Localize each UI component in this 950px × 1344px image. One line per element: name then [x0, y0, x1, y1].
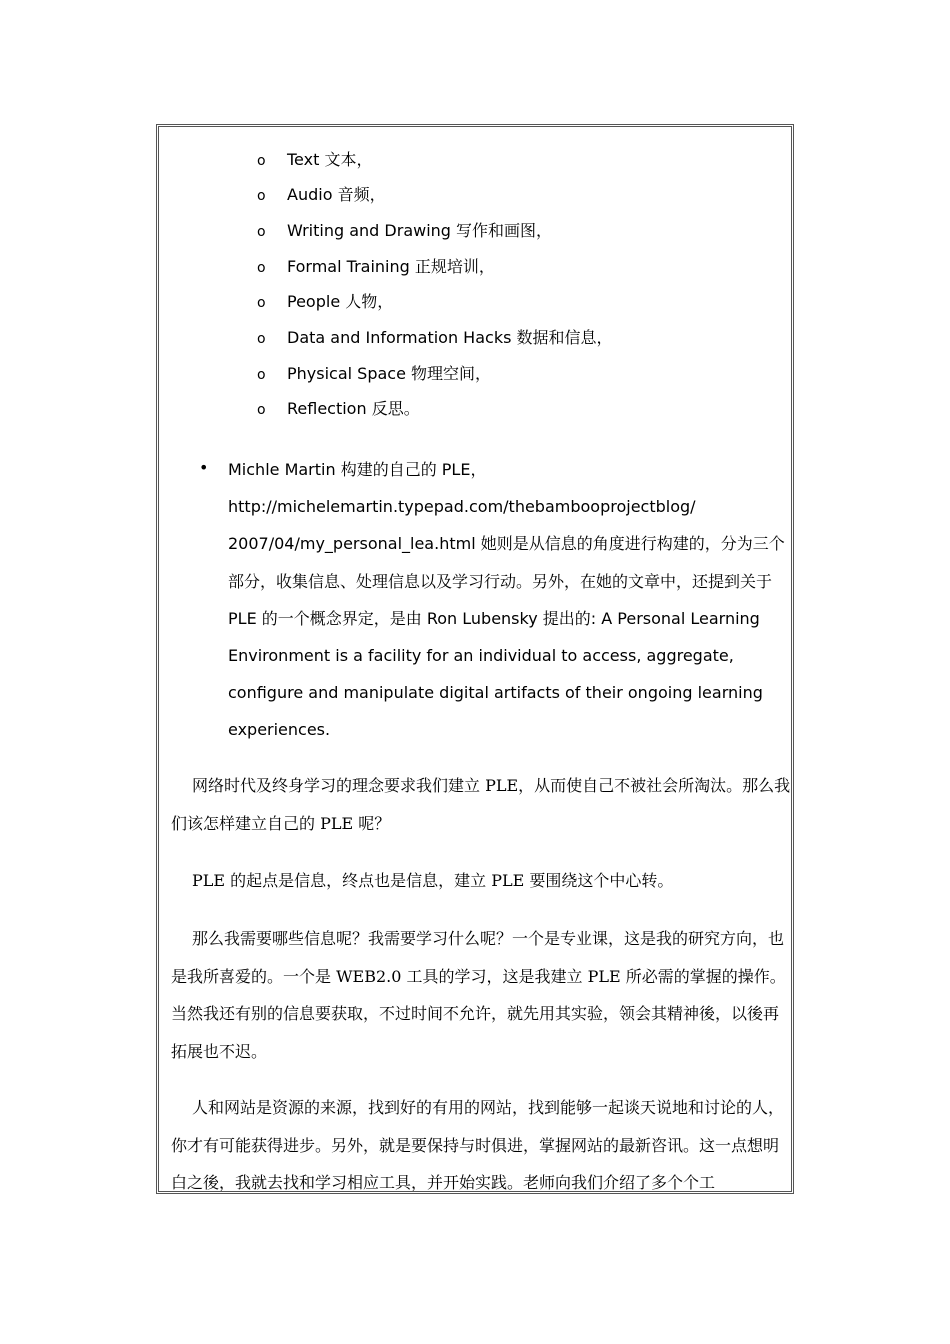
sub-bullet-marker: o	[257, 367, 266, 383]
list-item	[257, 328, 613, 349]
sub-bullet-marker: o	[257, 188, 266, 204]
body-paragraph: PLE 的起点是信息，终点也是信息，建立 PLE 要围绕这个中心转。	[192, 871, 674, 890]
sub-bullet-marker: o	[257, 224, 266, 240]
list-item	[257, 364, 491, 385]
sub-bullet-marker: o	[257, 295, 266, 311]
body-paragraph: 那么我需要哪些信息呢？我需要学习什么呢？一个是专业课，这是我的研究方向，也是我所喜爱的。一个是 WEB2.0 工具的学习，这是我建立 PLE 所必需的掌握的操作。当然我还有别的信息要获取，不过时间不允许，就先用其实验，领会其精神後，以後再拓展也不迟。	[171, 929, 786, 1061]
body-paragraph: 网络时代及终身学习的理念要求我们建立 PLE，从而使自己不被社会所淘汰。那么我们该怎样建立自己的 PLE 呢？	[171, 776, 791, 833]
list-item	[257, 185, 386, 206]
bullet-paragraph: Michle Martin 构建的自己的 PLE，http://michelemartin.typepad.com/thebambooprojectblog/ 2007/04/my_personal_lea.html 她则是从信息的角度进行构建的，分为三个部分，收集信息、处理信息以及学习行动。另外，在她的文章中，还提到关于 PLE 的一个概念界定，是由 Ron Lubensky 提出的: A Personal Learning Environment is a facility for an individual to access, aggregate, configure and manipulate digital artifacts of their ongoing learning experiences.	[228, 460, 785, 740]
list-item-label: Formal Training 正规培训，	[287, 257, 495, 276]
bullet-marker: •	[199, 458, 209, 477]
sub-bullet-marker: o	[257, 153, 266, 169]
list-item	[257, 399, 420, 420]
body-paragraph: 人和网站是资源的来源，找到好的有用的网站，找到能够一起谈天说地和讨论的人，你才有可能获得进步。另外，就是要保持与时俱进，掌握网站的最新咨讯。这一点想明白之後，我就去找和学习相应工具，并开始实践。老师向我们介绍了多个个工	[171, 1098, 785, 1192]
content-box	[156, 124, 794, 1194]
list-item	[257, 150, 372, 171]
list-item-label: Audio 音频，	[287, 185, 386, 204]
sub-bullet-marker: o	[257, 260, 266, 276]
sub-bullet-marker: o	[257, 331, 266, 347]
list-item-label: Data and Information Hacks 数据和信息，	[287, 328, 613, 347]
sub-bullet-marker: o	[257, 402, 266, 418]
list-item	[257, 292, 393, 313]
list-item-label: Text 文本，	[287, 150, 373, 169]
list-item-label: Physical Space 物理空间，	[287, 364, 492, 383]
list-item-label: Writing and Drawing 写作和画图，	[287, 221, 553, 240]
list-item-label: Reflection 反思。	[287, 399, 420, 418]
list-item-label: People 人物，	[287, 292, 394, 311]
list-item	[257, 257, 495, 278]
list-item	[257, 221, 552, 242]
